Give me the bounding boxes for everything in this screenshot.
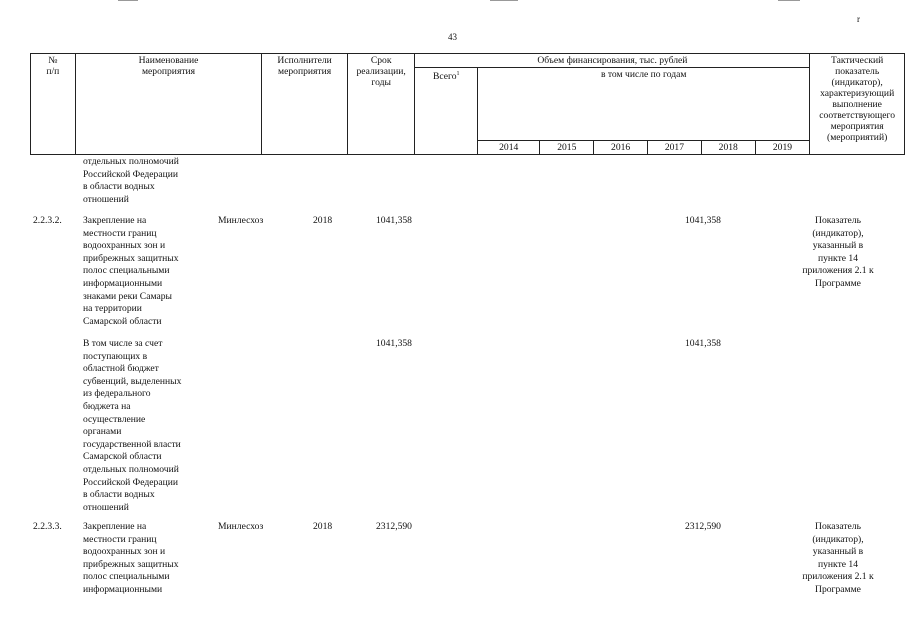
page-number: 43 — [448, 32, 457, 42]
header-year-2019: 2019 — [755, 141, 810, 155]
row-2018: 2312,590 — [685, 521, 721, 532]
row-2018: 1041,358 — [685, 215, 721, 226]
row-total: 1041,358 — [376, 215, 412, 226]
row-name: Закрепление на местности границ водоохранных зон и прибрежных защитных полос специальными информационными знаками реки Самары на территории Самарской области — [83, 215, 179, 327]
corner-mark: r — [857, 14, 860, 24]
header-indicator-text: Тактический показатель (индикатор), характеризующий выполнение соответствующего мероприятия (мероприятий) — [819, 55, 896, 143]
row-term: 2018 — [313, 215, 333, 226]
row-indicator: Показатель (индикатор), указанный в пункте 14 приложения 2.1 к Программе — [802, 215, 874, 289]
row-num: 2.2.3.2. — [33, 215, 62, 226]
header-name-text: Наименование мероприятия — [138, 55, 199, 77]
header-num-text: № п/п — [46, 55, 60, 77]
header-total-footnote: 1 — [456, 71, 460, 77]
row-indicator: Показатель (индикатор), указанный в пункте 14 приложения 2.1 к Программе — [802, 521, 874, 595]
row-2018: 1041,358 — [685, 338, 721, 349]
header-year-2015: 2015 — [540, 141, 594, 155]
row-name: Закрепление на местности границ водоохранных зон и прибрежных защитных полос специальными информационными — [83, 521, 179, 595]
row-executor: Минлесхоз — [218, 521, 264, 532]
row-total: 2312,590 — [376, 521, 412, 532]
row-executor: Минлесхоз — [218, 215, 264, 226]
row-name: В том числе за счет поступающих в областной бюджет субвенций, выделенных из федерального бюджета на осуществление органами государственной власти Самарской области отдельных полномочий Российской Федерации в области водных отношений — [83, 338, 182, 513]
row-term: 2018 — [313, 521, 333, 532]
header-year-2018: 2018 — [701, 141, 755, 155]
header-year-2017: 2017 — [648, 141, 702, 155]
header-year-2014: 2014 — [478, 141, 540, 155]
header-by-years-text: в том числе по годам — [600, 69, 687, 80]
row-num: 2.2.3.3. — [33, 521, 62, 532]
row-total: 1041,358 — [376, 338, 412, 349]
row-name: отдельных полномочий Российской Федерации в области водных отношений — [83, 156, 179, 205]
header-executors-text: Исполнители мероприятия — [277, 55, 332, 77]
header-year-2016: 2016 — [594, 141, 648, 155]
header-financing-text: Объем финансирования, тыс. рублей — [537, 55, 688, 66]
header-total-text: Всего — [433, 71, 457, 83]
header-term-text: Срок реализации, годы — [356, 55, 406, 88]
